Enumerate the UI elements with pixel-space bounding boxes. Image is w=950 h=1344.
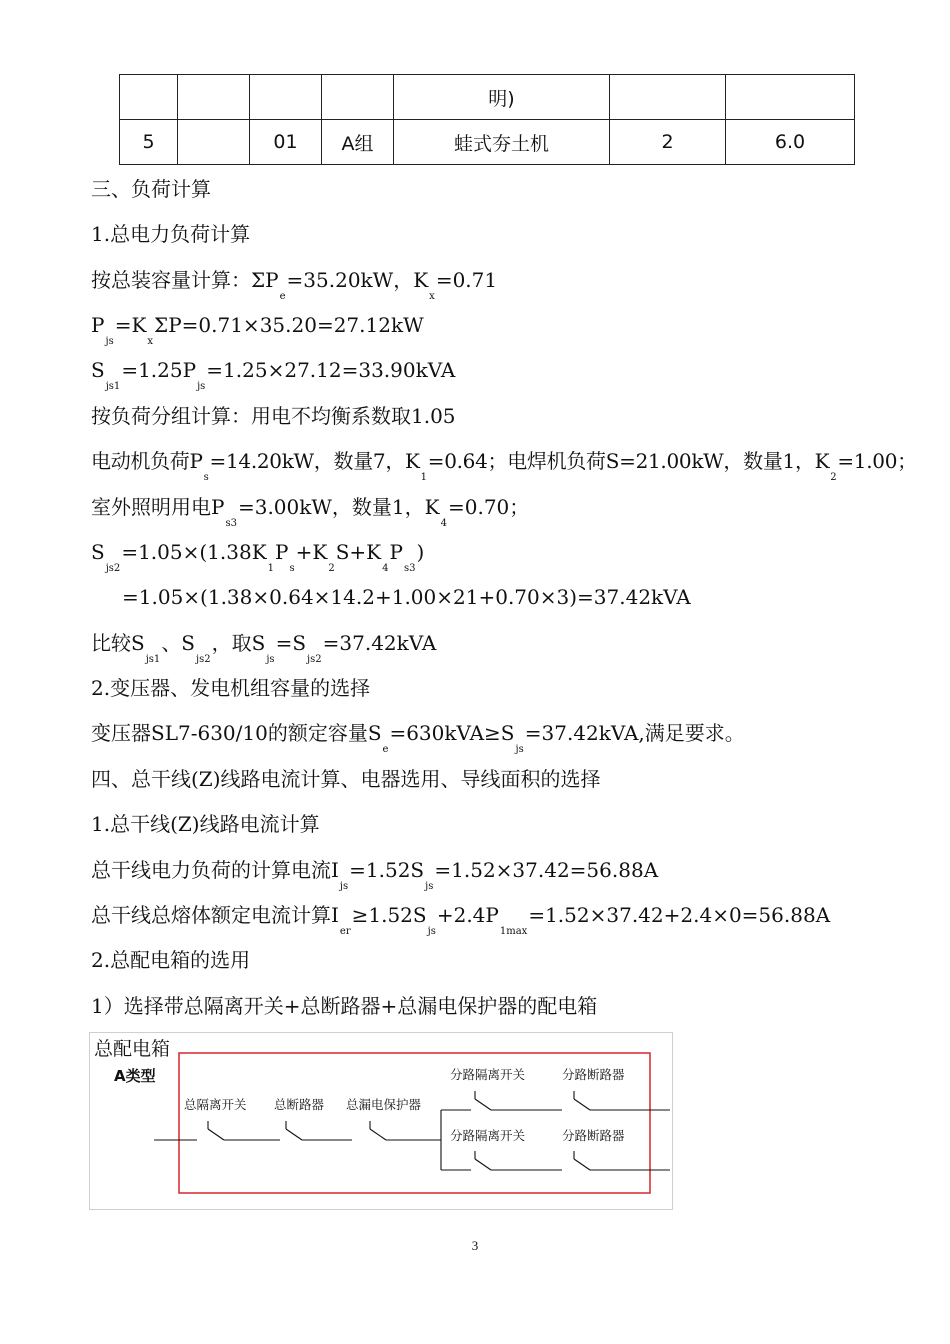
table-cell — [120, 75, 178, 120]
equipment-table — [119, 74, 855, 165]
table-cell — [178, 75, 250, 120]
branch1-breaker-label: 分路断路器 — [562, 1067, 625, 1082]
table-cell — [250, 75, 322, 120]
switch-blade — [574, 1159, 590, 1170]
formula-line: 电动机负荷$P_s=14.20kW$，数量7，$K_1=0.64$；电焊机负荷S=21.00kW，数量1，$K_2=1.00$； — [91, 449, 917, 483]
subsection-heading: 1.总干线(Z)线路电流计算 — [91, 812, 320, 836]
formula-line: 室外照明用电$P_{s3}=3.00kW$，数量1，$K_4=0.70$； — [91, 495, 530, 529]
table-cell: A组 — [322, 120, 394, 165]
formula-line: 变压器SL7-630/10的额定容量$S_e=630kVA\ge S_{js}=37.42kVA$,满足要求。 — [91, 721, 745, 755]
page-number: 3 — [471, 1238, 479, 1253]
formula-line: 按总装容量计算：$\Sigma P_e=35.20kW$，$K_x=0.71$ — [91, 268, 498, 302]
switch-blade — [370, 1129, 386, 1140]
switch-blade — [208, 1129, 224, 1140]
formula-line: 比较$S_{js1}$、$S_{js2}$，取$S_{js}=S_{js2}=37.42kVA$ — [91, 631, 437, 665]
formula-line: 总干线总熔体额定电流计算$I_{er}\ge 1.52S_{js}+2.4P_{1max}=1.52\times 37.42+2.4\times 0=56.88A$ — [91, 903, 831, 937]
formula-line: $P_{js}=K_x\Sigma P=0.71\times 35.20=27.12kW$ — [91, 313, 424, 347]
switch-blade — [286, 1129, 302, 1140]
diagram-type-label: A类型 — [114, 1067, 156, 1085]
distribution-box-diagram — [89, 1032, 673, 1210]
main-isolator-label: 总隔离开关 — [184, 1097, 247, 1112]
branch2-breaker-label: 分路断路器 — [562, 1128, 625, 1143]
table-row — [120, 75, 855, 120]
table-cell: 5 — [120, 120, 178, 165]
switch-blade — [574, 1099, 590, 1110]
subsection-heading: 2.变压器、发电机组容量的选择 — [91, 676, 371, 700]
table-row — [120, 120, 855, 165]
branch1-isolator-label: 分路隔离开关 — [450, 1067, 526, 1082]
text-line: 1）选择带总隔离开关+总断路器+总漏电保护器的配电箱 — [91, 994, 598, 1018]
branch2-isolator-label: 分路隔离开关 — [450, 1128, 526, 1143]
formula-line: $S_{js2}=1.05\times(1.38K_1P_s+K_2S+K_4P_{s3})$ — [91, 540, 425, 574]
main-rcd-label: 总漏电保护器 — [346, 1097, 422, 1112]
subsection-heading: 1.总电力负荷计算 — [91, 222, 251, 246]
table-cell: 明) — [394, 75, 610, 120]
main-breaker-label: 总断路器 — [274, 1097, 325, 1112]
table-cell: 6.0 — [726, 120, 855, 165]
section-heading: 四、总干线(Z)线路电流计算、电器选用、导线面积的选择 — [91, 767, 601, 791]
table-cell — [610, 75, 726, 120]
formula-line: 总干线电力负荷的计算电流$I_{js}=1.52S_{js}=1.52\times 37.42=56.88A$ — [91, 858, 659, 892]
switch-blade — [475, 1159, 491, 1170]
table-cell — [322, 75, 394, 120]
table-cell — [178, 120, 250, 165]
formula-line: =1.05×(1.38×0.64×14.2+1.00×21+0.70×3)=37.42kVA — [122, 585, 691, 609]
wiring-diagram-svg — [90, 1033, 672, 1209]
switch-blade — [475, 1099, 491, 1110]
subsection-heading: 2.总配电箱的选用 — [91, 948, 251, 972]
text-line: 按负荷分组计算：用电不均衡系数取1.05 — [91, 404, 456, 428]
section-heading: 三、负荷计算 — [91, 177, 211, 201]
table-cell — [726, 75, 855, 120]
table-cell: 2 — [610, 120, 726, 165]
diagram-title: 总配电箱 — [94, 1038, 171, 1060]
table-cell: 蛙式夯土机 — [394, 120, 610, 165]
formula-line: $S_{js1}=1.25P_{js}=1.25\times 27.12=33.90kVA$ — [91, 358, 456, 392]
table-cell: 01 — [250, 120, 322, 165]
